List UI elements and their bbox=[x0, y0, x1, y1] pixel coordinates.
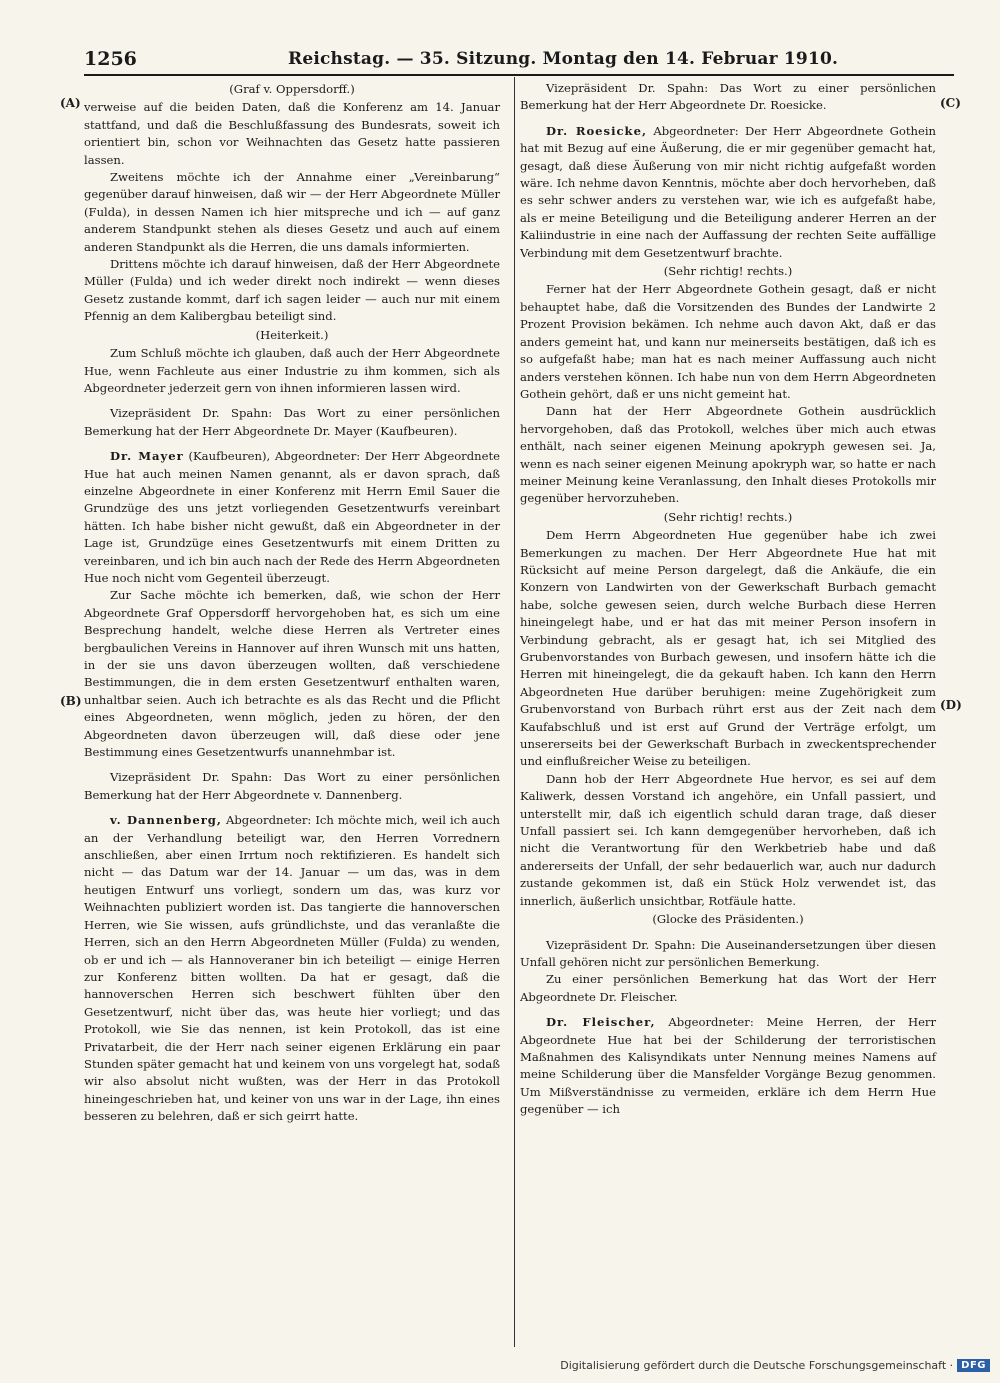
speaker-name: v. Dannenberg, bbox=[110, 813, 222, 828]
paragraph: Zu einer persönlichen Bemerkung hat das Wort der Herr Abgeordnete Dr. Fleischer. bbox=[520, 972, 936, 1004]
paragraph: Dann hat der Herr Abgeordnete Gothein ausdrücklich hervorgehoben, daß das Protokoll, welches über mich auch etwas enthält, nach seiner eigenen Meinung apokryph gewesen sei. Ja, wenn es nach seiner eigenen Meinung apokryph war, so hatte er nach meiner Meinung keine Veranlassung, den Inhalt dieses Protokolls mir gegenüber hervorzuheben. bbox=[520, 404, 936, 506]
column-divider bbox=[514, 77, 515, 1347]
paragraph: verweise auf die beiden Daten, daß die Konferenz am 14. Januar stattfand, und daß die Beschlußfassung des Bundesrats, soweit ich orientiert bin, schon vor Weihnachten das Gesetz hatte passieren lassen. bbox=[84, 100, 500, 167]
paragraph: Dem Herrn Abgeordneten Hue gegenüber habe ich zwei Bemerkungen zu machen. Der Herr Abgeordnete Hue hat mit Rücksicht auf meine Person dargelegt, daß die Ankäufe, die ein Konzern von Landwirten von der Gewerkschaft Burbach gemacht habe, solche gewesen seien, durch welche Burbach diese Herren hineingelegt habe, und er hat das mit meiner Person insofern in Verbindung gebracht, als er gesagt hat, ich sei Mitglied des Grubenvorstandes von Burbach gewesen, und insofern hätte ich die Herren mit hineingelegt, die da gekauft haben. Ich kann den Herrn Abgeordneten Hue darüber beruhigen: meine Zugehörigkeit zum Grubenvorstand von Burbach rührt erst aus der Zeit nach dem Kaufabschluß und ist erst auf Grund der Verträge erfolgt, um unsererseits bei der Gewerkschaft Burbach in zweckentsprechender und einflußreicher Weise zu beteiligen. bbox=[520, 528, 936, 769]
right-column bbox=[520, 80, 936, 1119]
chair-statement: Vizepräsident Dr. Spahn: Das Wort zu einer persönlichen Bemerkung hat der Herr Abgeordnete v. Dannenberg. bbox=[84, 770, 500, 802]
paragraph: Ferner hat der Herr Abgeordnete Gothein gesagt, daß er nicht behauptet habe, daß die Vorsitzenden des Bundes der Landwirte 2 Prozent Provision bekämen. Ich nehme auch davon Akt, daß er das anders gemeint hat, und kann nur meinerseits bestätigen, daß ich es so aufgefaßt habe; man hat es nach meiner Auffassung auch nicht anders verstehen können. Ich habe nun von dem Herrn Abgeordneten Gothein gehört, daß er uns nicht gemeint hat. bbox=[520, 282, 936, 401]
interjection: (Sehr richtig! rechts.) bbox=[663, 509, 793, 524]
margin-mark-d: (D) bbox=[940, 698, 962, 712]
footer-text: Digitalisierung gefördert durch die Deutsche Forschungsgemeinschaft · bbox=[560, 1358, 954, 1372]
speaker-continuation: (Graf v. Oppersdorff.) bbox=[229, 82, 355, 96]
speech-text: Abgeordneter: Meine Herren, der Herr Abgeordnete Hue hat bei der Schilderung der terroristischen Maßnahmen des Kalisyndikats unter Nennung meines Namens auf meine Schilderung über die Mansfelder Vorgänge Bezug genommen. Um Mißverständnisse zu vermeiden, erkläre ich dem Herrn Hue gegenüber — ich bbox=[520, 1015, 937, 1117]
page-header bbox=[84, 44, 954, 76]
interjection: (Sehr richtig! rechts.) bbox=[663, 264, 793, 279]
speech-paragraph bbox=[520, 123, 936, 262]
speech-paragraph bbox=[84, 448, 500, 587]
margin-mark-c: (C) bbox=[940, 96, 961, 110]
speech-text: Abgeordneter: Ich möchte mich, weil ich auch an der Verhandlung beteiligt war, den Herren Vorrednern anschließen, aber einen Irrtum noch rektifizieren. Es handelt sich nicht — das Datum war der 14. Januar — um das, was in dem heutigen Entwurf uns vorliegt, sondern um das, was kurz vor Weihnachten publiziert worden ist. Das tangierte die hannoverschen Herren, wie Sie wissen, aufs gründlichste, und das veranlaßte die Herren, sich an den Herrn Abgeordneten Müller (Fulda) zu wenden, ob er und ich — als Hannoveraner bin ich beteiligt — einige Herren zur Konferenz bitten wollten. Da hat er gesagt, daß die hannoverschen Herren sich beschwert fühlten über den Gesetzentwurf, nicht über das, was heute hier vorliegt; und das Protokoll, wie Sie das nennen, ist kein Protokoll, das ist eine Privatarbeit, die der Herr nach seiner eigenen Erklärung ein paar Stunden später gemacht hat und keinem von uns vorgelegt hat, sodaß wir also absolut nicht wußten, was der Herr in das Protokoll hineingeschrieben hat, und keiner von uns war in der Lage, ihn eines besseren zu belehren, daß er sich geirrt hatte. bbox=[84, 813, 501, 1124]
speech-paragraph bbox=[520, 1014, 936, 1118]
speaker-name: Dr. Fleischer, bbox=[546, 1015, 656, 1030]
margin-mark-a: (A) bbox=[60, 96, 81, 110]
paragraph: Zur Sache möchte ich bemerken, daß, wie schon der Herr Abgeordnete Graf Oppersdorff hervorgehoben hat, es sich um eine Besprechung handelt, welche diese Herren als Vertreter eines bergbaulichen Vereins in Hannover auf ihren Wunsch mit uns hatten, in der sie uns davon überzeugen wollten, daß verschiedene Bestimmungen, die in dem ersten Gesetzentwurf enthalten waren, unhaltbar seien. Auch ich betrachte es als das Recht und die Pflicht eines Abgeordneten, wenn möglich, jeden zu hören, der den Abgeordneten davon überzeugen will, daß diese oder jene Bestimmung eines Gesetzentwurfs unannehmbar ist. bbox=[84, 588, 500, 760]
digitization-footer bbox=[560, 1355, 990, 1375]
running-title: Reichstag. — 35. Sitzung. Montag den 14. Februar 1910. bbox=[288, 49, 839, 69]
dfg-logo: DFG bbox=[957, 1359, 990, 1372]
page-number: 1256 bbox=[84, 48, 137, 70]
interjection: (Heiterkeit.) bbox=[255, 327, 329, 342]
paragraph: Zweitens möchte ich der Annahme einer „Vereinbarung“ gegenüber darauf hinweisen, daß wir — der Herr Abgeordnete Müller (Fulda), in dessen Namen ich hier mitspreche und ich — auf ganz anderem Standpunkt stehen als dieses Gesetz und auch auf einem anderen Standpunkt als die Herren, die uns damals informierten. bbox=[84, 170, 500, 254]
chair-statement: Vizepräsident Dr. Spahn: Das Wort zu einer persönlichen Bemerkung hat der Herr Abgeordnete Dr. Mayer (Kaufbeuren). bbox=[84, 406, 500, 438]
chair-statement: Vizepräsident Dr. Spahn: Die Auseinandersetzungen über diesen Unfall gehören nicht zur persönlichen Bemerkung. bbox=[520, 937, 936, 969]
speech-paragraph bbox=[84, 812, 500, 1125]
paragraph: Dann hob der Herr Abgeordnete Hue hervor, es sei auf dem Kaliwerk, dessen Vorstand ich angehöre, ein Unfall passiert, und unterstellt mir, daß ich eigentlich schuld daran trage, daß dieser Unfall passiert sei. Ich kann demgegenüber hervorheben, daß ich nicht die Verantwortung für den Werkbetrieb habe und daß andererseits der Unfall, der sehr bedauerlich war, auch nur dadurch zustande gekommen ist, daß ein Stück Holz verwendet ist, das innerlich, äußerlich unsichtbar, Rotfäule hatte. bbox=[520, 771, 936, 908]
interjection: (Glocke des Präsidenten.) bbox=[652, 912, 804, 927]
speaker-name: Dr. Roesicke, bbox=[546, 123, 647, 138]
speaker-name: Dr. Mayer bbox=[110, 449, 184, 464]
left-column bbox=[84, 80, 500, 1126]
paragraph: Drittens möchte ich darauf hinweisen, daß der Herr Abgeordnete Müller (Fulda) und ich weder direkt noch indirekt — wenn dieses Gesetz zustande kommt, darf ich sagen leider — auch nur mit einem Pfennig an dem Kalibergbau beteiligt sind. bbox=[84, 257, 500, 324]
chair-statement: Vizepräsident Dr. Spahn: Das Wort zu einer persönlichen Bemerkung hat der Herr Abgeordnete Dr. Roesicke. bbox=[520, 81, 936, 113]
speech-text: Abgeordneter: Der Herr Abgeordnete Gothein hat mit Bezug auf eine Äußerung, die er mir gegenüber gemacht hat, gesagt, daß diese Äußerung von mir nicht richtig aufgefaßt worden wäre. Ich nehme davon Kenntnis, möchte aber doch hervorheben, daß es sehr schwer anders zu verstehen war, wie ich es aufgefaßt habe, als er meine Beteiligung und die Beteiligung anderer Herren an der Kaliindustrie in eine nach der Auffassung der rechten Seite auffällige Verbindung mit dem Gesetzentwurf brachte. bbox=[520, 123, 937, 260]
paragraph: Zum Schluß möchte ich glauben, daß auch der Herr Abgeordnete Hue, wenn Fachleute aus einer Industrie zu ihm kommen, sich als Abgeordneter jederzeit gern von ihnen informieren lassen wird. bbox=[84, 346, 500, 395]
speech-text: (Kaufbeuren), Abgeordneter: Der Herr Abgeordnete Hue hat auch meinen Namen genannt, als er davon sprach, daß einzelne Abgeordnete in einer Konferenz mit Herrn Emil Sauer die Grundzüge des uns jetzt vorliegenden Gesetzentwurfs vereinbart hätten. Ich habe bisher nicht gewußt, daß ein Abgeordneter in der Lage ist, Grundzüge eines Gesetzentwurfs mit einem Dritten zu vereinbaren, und ich bin auch nach der Rede des Herrn Abgeordneten Hue noch nicht vom Gegenteil überzeugt. bbox=[84, 449, 500, 585]
margin-mark-b: (B) bbox=[60, 694, 82, 708]
